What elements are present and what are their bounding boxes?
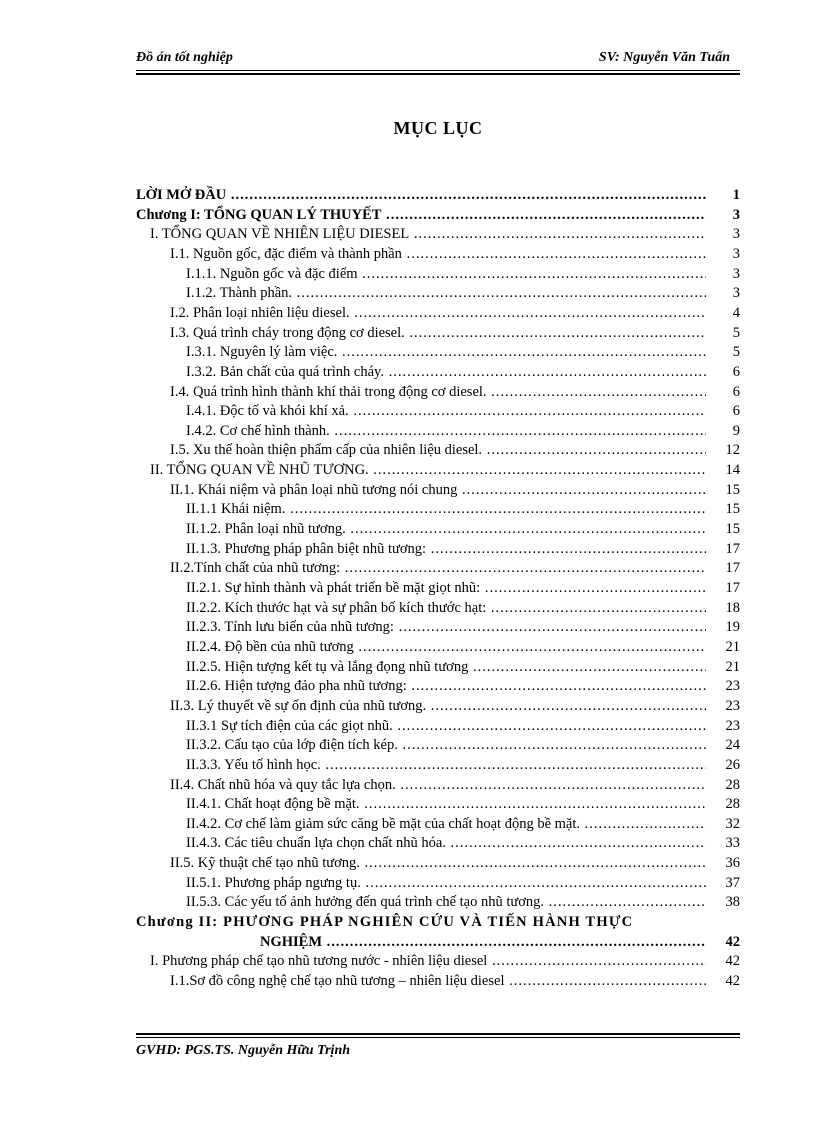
toc-entry-page: 3 <box>732 265 740 282</box>
toc-entry-title: II.1. Khái niệm và phân loại nhũ tương nói chung ..... <box>170 480 706 500</box>
toc-entry-page: 21 <box>725 658 740 675</box>
toc-entry-page: 15 <box>725 481 740 498</box>
toc-entry-page: 15 <box>725 501 740 518</box>
toc-entry[interactable] <box>136 421 740 441</box>
toc-entry-page: 28 <box>725 796 740 813</box>
toc-entry[interactable] <box>136 264 740 284</box>
toc-entry-title: II.3. Lý thuyết về sự ổn định của nhũ tương. ..... <box>170 696 706 716</box>
toc-entry[interactable] <box>136 912 740 932</box>
toc-entry-title: II.4. Chất nhũ hóa và quy tắc lựa chọn. ..... <box>170 775 706 795</box>
toc-entry[interactable] <box>136 794 740 814</box>
toc-entry[interactable] <box>136 853 740 873</box>
toc-entry-page: 23 <box>725 678 740 695</box>
toc-entry[interactable] <box>136 244 740 264</box>
toc-entry-title: II.4.2. Cơ chế làm giảm sức căng bề mặt của chất hoạt động bề mặt. ..... <box>186 814 706 834</box>
toc-entry[interactable] <box>136 755 740 775</box>
toc-entry[interactable] <box>136 440 740 460</box>
toc-entry-page: 38 <box>725 894 740 911</box>
toc-entry[interactable] <box>136 558 740 578</box>
toc-entry[interactable] <box>136 873 740 893</box>
footer-rule-thick <box>136 1033 740 1035</box>
toc-entry-page: 37 <box>725 874 740 891</box>
toc-entry-title: II.2.Tính chất của nhũ tương: ..... <box>170 558 706 578</box>
toc-entry-page: 3 <box>732 285 740 302</box>
toc-entry[interactable] <box>136 382 740 402</box>
toc-entry-page: 26 <box>725 756 740 773</box>
toc-entry-title: II.1.3. Phương pháp phân biệt nhũ tương: ..... <box>186 539 706 559</box>
toc-entry-page: 28 <box>725 776 740 793</box>
toc-entry-title: II.5.1. Phương pháp ngưng tụ. ..... <box>186 873 706 893</box>
page-title: MỤC LỤC <box>393 118 483 138</box>
toc-entry-title: II.2.3. Tính lưu biến của nhũ tương: ..... <box>186 617 706 637</box>
toc-entry-page: 12 <box>725 442 740 459</box>
page-footer: GVHD: PGS.TS. Nguyễn Hữu Trịnh <box>136 1043 351 1058</box>
toc-entry[interactable] <box>136 932 740 952</box>
toc-entry-page: 17 <box>725 580 740 596</box>
toc-entry-page: 24 <box>725 737 740 754</box>
toc-entry-page: 5 <box>732 344 740 361</box>
toc-entry-page: 5 <box>732 324 740 341</box>
toc-entry[interactable] <box>136 185 740 205</box>
toc-entry[interactable] <box>136 401 740 421</box>
toc-entry-title: II.3.1 Sự tích điện của các giọt nhũ. ..... <box>186 716 706 736</box>
toc-entry-title: II.3.3. Yếu tố hình học. ..... <box>186 755 706 775</box>
toc-entry-page: 6 <box>732 383 740 400</box>
toc-entry[interactable] <box>136 775 740 795</box>
toc-entry[interactable] <box>136 303 740 323</box>
toc-entry-page: 6 <box>732 403 740 420</box>
footer-rule <box>136 1037 740 1038</box>
toc-entry-title: I.4.1. Độc tố và khói khí xả. ..... <box>186 401 706 421</box>
toc-entry[interactable] <box>136 676 740 696</box>
toc-entry-title: II.1.2. Phân loại nhũ tương. ..... <box>186 519 706 539</box>
toc-entry[interactable] <box>136 205 740 225</box>
toc-entry[interactable] <box>136 323 740 343</box>
toc-entry-title: Chương II: PHƯƠNG PHÁP NGHIÊN CỨU VÀ TIẾN HÀNH THỰC <box>136 914 634 931</box>
toc-entry[interactable] <box>136 833 740 853</box>
toc-entry[interactable] <box>136 735 740 755</box>
toc-entry-title: II. TỔNG QUAN VỀ NHŨ TƯƠNG. ..... <box>150 460 706 480</box>
toc-entry[interactable] <box>136 539 740 559</box>
toc-entry-title: NGHIỆM ..... <box>260 932 706 952</box>
toc-entry-title: II.2.2. Kích thước hạt và sự phân bố kích thước hạt: ..... <box>186 598 706 618</box>
toc-entry-page: 17 <box>725 560 740 577</box>
toc-entry-page: 33 <box>725 835 740 852</box>
toc-entry[interactable] <box>136 617 740 637</box>
toc-entry-page: 19 <box>725 619 740 636</box>
toc-entry-page: 15 <box>725 521 740 538</box>
toc-entry-page: 42 <box>725 933 740 950</box>
header-rule <box>136 73 740 75</box>
toc-entry-title: I.1.1. Nguồn gốc và đặc điểm ..... <box>186 264 706 284</box>
toc-entry[interactable] <box>136 951 740 971</box>
toc-entry-title: II.5.3. Các yếu tố ảnh hưởng đến quá trình chế tạo nhũ tương. ..... <box>186 892 706 912</box>
toc-entry[interactable] <box>136 637 740 657</box>
toc-entry-page: 1 <box>732 187 740 203</box>
toc-entry-title: I.3.2. Bản chất của quá trình cháy. ..... <box>186 362 706 382</box>
toc-entry-title: II.2.5. Hiện tượng kết tụ và lắng đọng nhũ tương ..... <box>186 657 706 677</box>
toc-entry-title: II.2.1. Sự hình thành và phát triển bề mặt giọt nhũ: ..... <box>186 578 706 598</box>
toc-entry-page: 6 <box>732 363 740 380</box>
toc-entry-page: 4 <box>732 304 740 321</box>
toc-entry-title: II.2.4. Độ bền của nhũ tương ..... <box>186 637 706 657</box>
toc-entry[interactable] <box>136 480 740 500</box>
toc-entry-title: II.4.3. Các tiêu chuẩn lựa chọn chất nhũ hóa. ..... <box>186 833 706 853</box>
toc-entry-title: I.1. Nguồn gốc, đặc điểm và thành phần ..... <box>170 244 706 264</box>
toc-entry-page: 3 <box>732 226 740 243</box>
toc-entry[interactable] <box>136 362 740 382</box>
toc-entry[interactable] <box>136 696 740 716</box>
toc-entry[interactable] <box>136 814 740 834</box>
toc-entry-title: II.4.1. Chất hoạt động bề mặt. ..... <box>186 794 706 814</box>
toc-entry-title: I. TỔNG QUAN VỀ NHIÊN LIỆU DIESEL ..... <box>150 224 706 244</box>
toc-entry-title: LỜI MỞ ĐẦU ..... <box>136 185 706 205</box>
toc-entry-title: I.2. Phân loại nhiên liệu diesel. ..... <box>170 303 706 323</box>
toc-entry-page: 3 <box>732 206 740 223</box>
toc-entry-title: I.4. Quá trình hình thành khí thải trong động cơ diesel. ..... <box>170 382 706 402</box>
header-right: SV: Nguyễn Văn Tuấn <box>598 50 730 65</box>
toc-entry-page: 36 <box>725 855 740 872</box>
toc-entry-page: 9 <box>732 422 740 439</box>
header-left: Đồ án tốt nghiệp <box>136 50 233 65</box>
toc-entry-title: I.5. Xu thế hoàn thiện phẩm cấp của nhiên liệu diesel. ..... <box>170 440 706 460</box>
toc-entry-title: II.5. Kỹ thuật chế tạo nhũ tương. ..... <box>170 853 706 873</box>
toc-entry-page: 23 <box>725 717 740 734</box>
toc-entry-title: Chương I: TỔNG QUAN LÝ THUYẾT ..... <box>136 205 706 225</box>
toc-entry-page: 23 <box>725 697 740 714</box>
toc-entry-page: 21 <box>725 638 740 655</box>
toc-entry-page: 17 <box>725 540 740 557</box>
page-header <box>136 50 740 71</box>
toc-entry-title: II.1.1 Khái niệm. ..... <box>186 499 706 519</box>
toc-entry-title: I.1.2. Thành phần. ..... <box>186 283 706 303</box>
toc-entry-title: II.3.2. Cấu tạo của lớp điện tích kép. ..... <box>186 735 706 755</box>
toc-entry[interactable] <box>136 892 740 912</box>
toc-entry-title: II.2.6. Hiện tượng đảo pha nhũ tương: ..... <box>186 676 706 696</box>
toc-entry[interactable] <box>136 971 740 991</box>
toc-entry[interactable] <box>136 716 740 736</box>
toc-entry-page: 18 <box>725 599 740 616</box>
toc-entry-page: 32 <box>725 815 740 832</box>
toc-entry-page: 14 <box>725 462 740 479</box>
toc-entry-title: I.3. Quá trình cháy trong động cơ diesel. ..... <box>170 323 706 343</box>
toc-entry-title: I. Phương pháp chế tạo nhũ tương nước - nhiên liệu diesel ..... <box>150 951 706 971</box>
toc-entry[interactable] <box>136 342 740 362</box>
toc-entry-title: I.1.Sơ đồ công nghệ chế tạo nhũ tương – nhiên liệu diesel ..... <box>170 971 706 991</box>
toc-entry-page: 3 <box>732 245 740 262</box>
toc-entry-title: I.3.1. Nguyên lý làm việc. ..... <box>186 342 706 362</box>
toc-entry-page: 42 <box>725 973 740 989</box>
toc-entry-title: I.4.2. Cơ chế hình thành. ..... <box>186 421 706 441</box>
toc-entry[interactable] <box>136 598 740 618</box>
toc-entry-page: 42 <box>725 953 740 970</box>
toc-entry[interactable] <box>136 499 740 519</box>
toc-entry[interactable] <box>136 460 740 480</box>
toc-entry[interactable] <box>136 283 740 303</box>
toc-entry[interactable] <box>136 224 740 244</box>
toc-entry[interactable] <box>136 519 740 539</box>
toc-entry[interactable] <box>136 657 740 677</box>
toc-entry[interactable] <box>136 578 740 598</box>
